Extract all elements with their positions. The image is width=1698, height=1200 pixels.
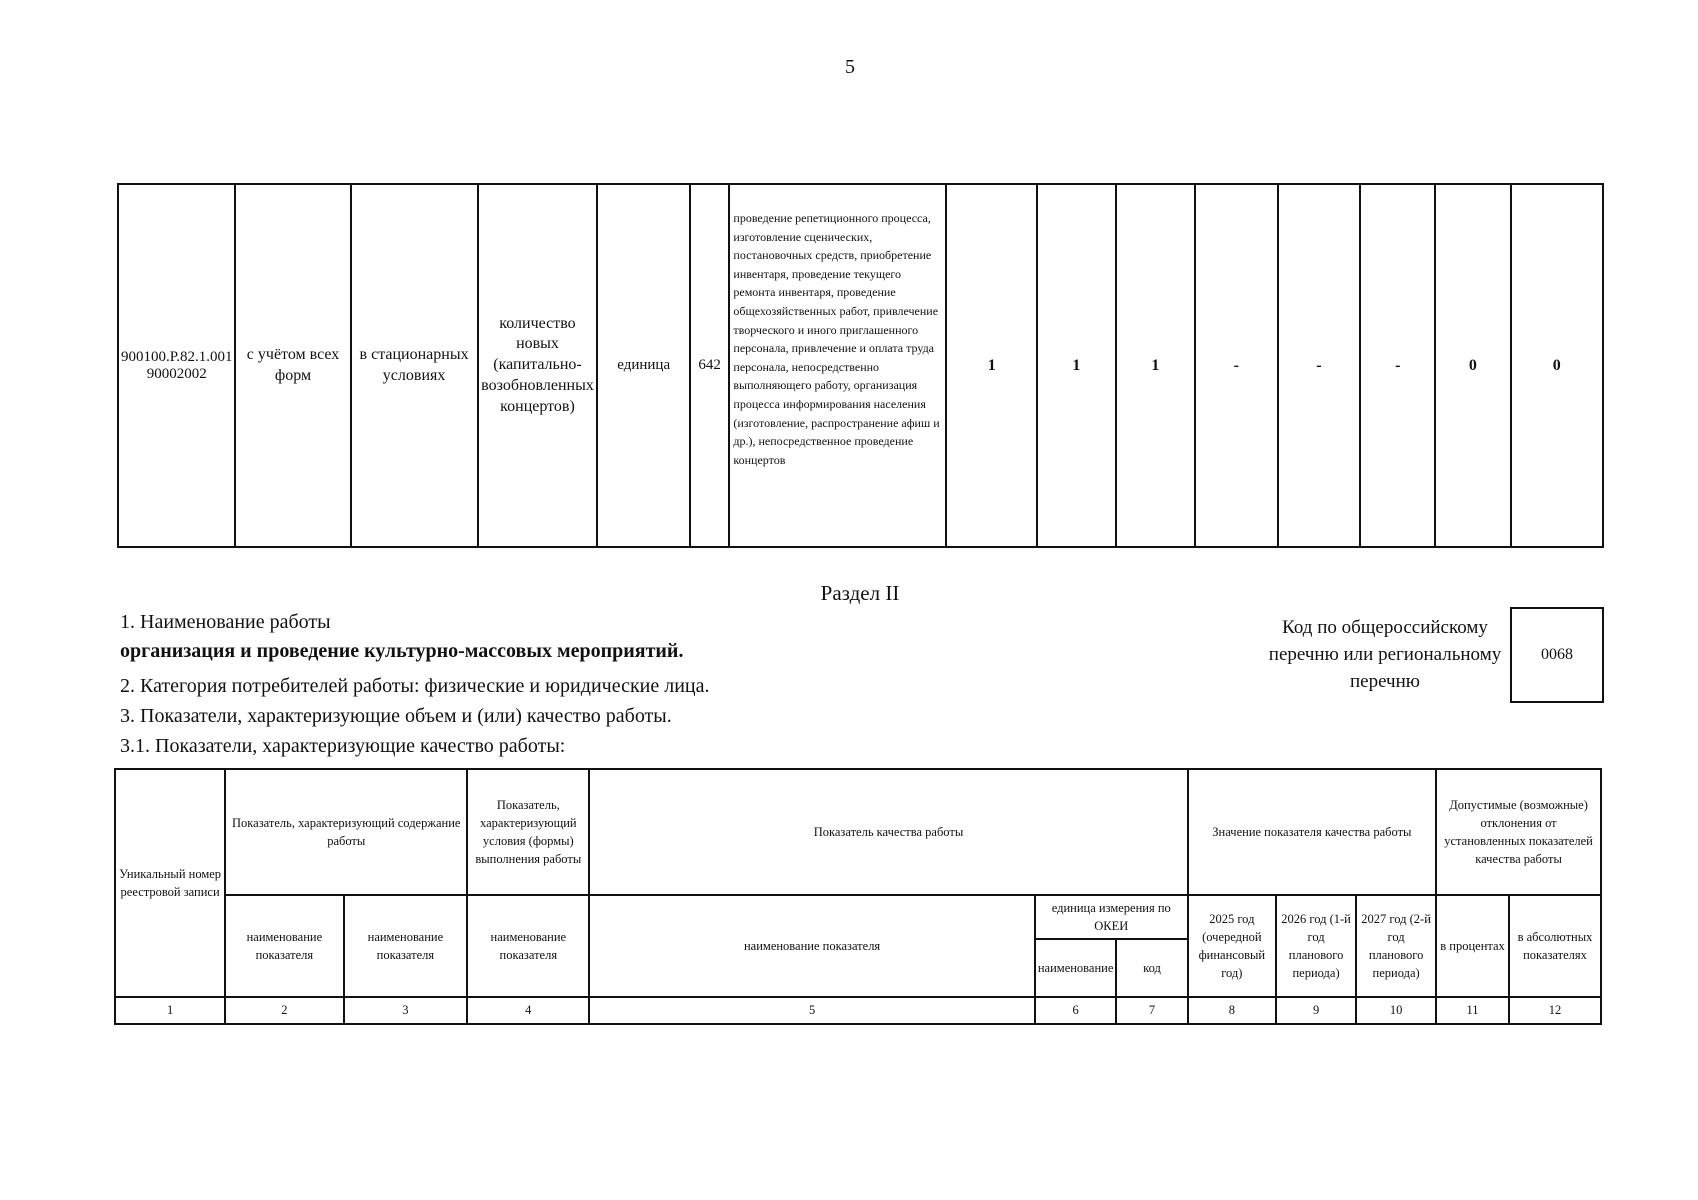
header-year-2025: 2025 год (очередной финансовый год): [1188, 895, 1276, 997]
column-number: 3: [344, 997, 468, 1024]
registry-code-value: 0068: [1541, 646, 1573, 663]
header-unit-name: наименование: [1035, 939, 1117, 997]
header-year-2027: 2027 год (2-й год планового периода): [1356, 895, 1436, 997]
header-okei-unit: единица измерения по ОКЕИ: [1035, 895, 1188, 939]
registry-code-box: [1510, 607, 1604, 703]
header-name-3: наименование показателя: [467, 895, 589, 997]
indicator-name-cell: количество новых (капитально-возобновленных концертов): [478, 184, 598, 547]
header-registry-number: Уникальный номер реестровой записи: [115, 769, 225, 997]
header-indicator-name: наименование показателя: [589, 895, 1035, 997]
column-number: 10: [1356, 997, 1436, 1024]
registry-number-cell: 900100.Р.82.1.001 90002002: [118, 184, 235, 547]
column-number: 11: [1436, 997, 1509, 1024]
column-number: 8: [1188, 997, 1276, 1024]
header-deviation-percent: в процентах: [1436, 895, 1509, 997]
table-row: [118, 184, 1603, 547]
value-cell: -: [1278, 184, 1361, 547]
work-name-label: 1. Наименование работы: [120, 611, 331, 633]
column-numbers-row: [115, 997, 1601, 1024]
unit-code-cell: 642: [690, 184, 729, 547]
column-number: 1: [115, 997, 225, 1024]
work-description-cell: проведение репетиционного процесса, изготовление сценических, постановочных средств, приобретение инвентаря, проведение текущего ремонта инвентаря, проведение общехозяйственных работ, привлечение творческого и иного приглашенного персонала, привлечение и оплата труда персонала, непосредственно выполняющего работу, организация процесса информирования населения (изготовление, распространение афиш и др.), непосредственное проведение концертов: [729, 184, 946, 547]
content-indicator-cell: с учётом всех форм: [235, 184, 350, 547]
value-cell: 0: [1435, 184, 1510, 547]
quality-indicators-heading: 3.1. Показатели, характеризующие качество работы:: [120, 735, 566, 757]
value-cell: 1: [1037, 184, 1116, 547]
header-name-2: наименование показателя: [344, 895, 468, 997]
column-number: 4: [467, 997, 589, 1024]
work-name: организация и проведение культурно-массовых мероприятий.: [120, 640, 684, 662]
section-title: Раздел II: [820, 581, 900, 605]
table-header-row: [115, 769, 1601, 895]
page-number: 5: [845, 56, 855, 78]
header-allowed-deviation: Допустимые (возможные) отклонения от установленных показателей качества работы: [1436, 769, 1601, 895]
column-number: 6: [1035, 997, 1117, 1024]
header-unit-code: код: [1116, 939, 1187, 997]
table-header-row: [115, 895, 1601, 939]
value-cell: 1: [1116, 184, 1195, 547]
header-conditions-indicator: Показатель, характеризующий условия (формы) выполнения работы: [467, 769, 589, 895]
indicators-heading: 3. Показатели, характеризующие объем и (или) качество работы.: [120, 705, 672, 727]
column-number: 2: [225, 997, 343, 1024]
value-cell: -: [1195, 184, 1278, 547]
value-cell: -: [1360, 184, 1435, 547]
header-deviation-absolute: в абсолютных показателях: [1509, 895, 1601, 997]
value-cell: 1: [946, 184, 1036, 547]
column-number: 12: [1509, 997, 1601, 1024]
header-content-indicator: Показатель, характеризующий содержание работы: [225, 769, 467, 895]
column-number: 7: [1116, 997, 1187, 1024]
header-quality-indicator: Показатель качества работы: [589, 769, 1187, 895]
quality-indicators-table: [114, 768, 1602, 1025]
header-name-1: наименование показателя: [225, 895, 343, 997]
consumer-category: 2. Категория потребителей работы: физические и юридические лица.: [120, 675, 710, 697]
column-number: 5: [589, 997, 1035, 1024]
content-indicator-cell: в стационарных условиях: [351, 184, 478, 547]
registry-code-label: Код по общероссийскому перечню или региональному перечню: [1268, 617, 1502, 692]
unit-name-cell: единица: [597, 184, 689, 547]
value-cell: 0: [1511, 184, 1603, 547]
header-quality-value: Значение показателя качества работы: [1188, 769, 1436, 895]
indicators-continuation-table: [117, 183, 1604, 548]
header-year-2026: 2026 год (1-й год планового периода): [1276, 895, 1356, 997]
column-number: 9: [1276, 997, 1356, 1024]
